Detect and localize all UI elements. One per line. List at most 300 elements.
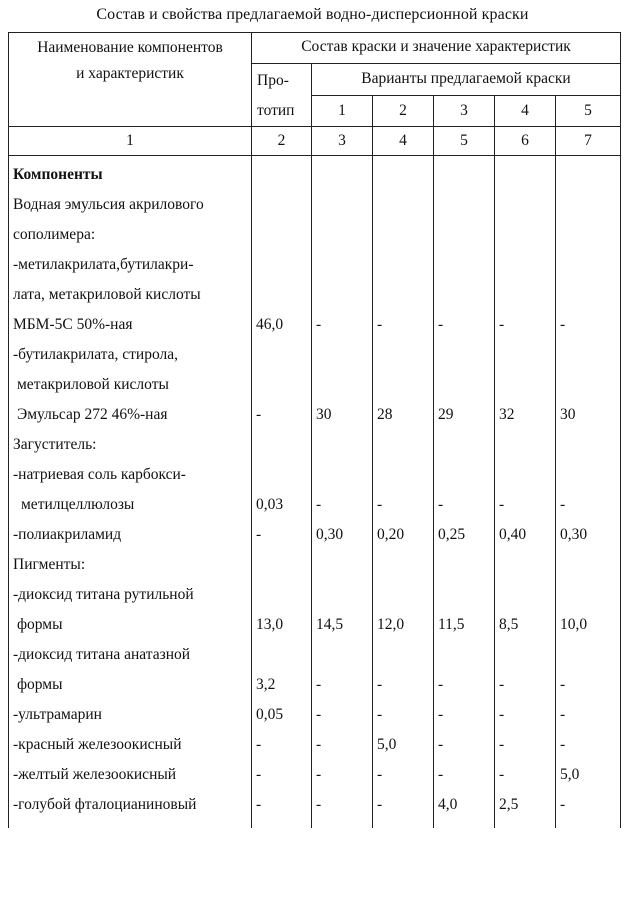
variant-5-value-cell <box>556 190 621 220</box>
cell-value: 46,0 <box>256 316 284 333</box>
variant-5-value-cell <box>556 760 621 790</box>
table-row <box>9 430 621 460</box>
variant-1-value-cell <box>312 310 373 340</box>
composition-table <box>8 32 621 828</box>
cell-value: 30 <box>560 406 576 423</box>
component-name-cell <box>9 340 252 370</box>
cell-value: - <box>316 766 322 783</box>
table-row <box>9 610 621 640</box>
cell-value <box>438 250 494 280</box>
variant-3-value-cell <box>434 670 495 700</box>
variant-2-value-cell <box>373 670 434 700</box>
variant-3-value-cell <box>434 760 495 790</box>
variant-2-value-cell <box>373 156 434 191</box>
header-name-line1: Наименование компонентов <box>37 39 223 56</box>
component-name: -диоксид титана рутильной <box>13 586 194 603</box>
table-row <box>9 580 621 610</box>
cell-value: - <box>377 496 383 513</box>
cell-value <box>316 430 372 460</box>
cell-value: 0,30 <box>560 526 588 543</box>
variant-4-value-cell <box>495 156 556 191</box>
component-name: метакриловой кислоты <box>17 376 169 393</box>
cell-value <box>499 250 555 280</box>
component-name: формы <box>17 676 63 693</box>
variant-2-value-cell <box>373 400 434 430</box>
column-number: 6 <box>495 127 556 156</box>
variant-1-value-cell <box>312 550 373 580</box>
variant-4-value-cell <box>495 400 556 430</box>
variant-3-value-cell <box>434 700 495 730</box>
table-body <box>9 156 621 829</box>
prototype-value-cell <box>252 640 312 670</box>
variant-1-value-cell <box>312 370 373 400</box>
variant-3-value-cell <box>434 400 495 430</box>
cell-value: 14,5 <box>316 616 344 633</box>
cell-value: - <box>499 736 505 753</box>
cell-value <box>377 280 433 310</box>
variant-5-value-cell <box>556 550 621 580</box>
cell-value: 8,5 <box>499 616 519 633</box>
variant-1-value-cell <box>312 490 373 520</box>
cell-value <box>499 460 555 490</box>
cell-value <box>499 370 555 400</box>
cell-value: - <box>499 706 505 723</box>
component-name: -бутилакрилата, стирола, <box>13 346 179 363</box>
variant-4-value-cell <box>495 280 556 310</box>
component-name: лата, метакриловой кислоты <box>13 286 201 303</box>
cell-value <box>316 340 372 370</box>
cell-value: - <box>316 496 322 513</box>
cell-value <box>438 550 494 580</box>
variant-1-value-cell <box>312 670 373 700</box>
table-row <box>9 700 621 730</box>
cell-value <box>499 430 555 460</box>
component-name-cell <box>9 490 252 520</box>
variant-3-value-cell <box>434 430 495 460</box>
cell-value <box>377 550 433 580</box>
cell-value: 0,20 <box>377 526 405 543</box>
cell-value <box>438 280 494 310</box>
cell-value <box>316 550 372 580</box>
column-number: 1 <box>9 127 252 156</box>
variant-2-value-cell <box>373 730 434 760</box>
header-variants-cell: Варианты предлагаемой краски <box>312 64 621 96</box>
header-group-cell: Состав краски и значение характеристик <box>252 33 621 64</box>
variant-3-value-cell <box>434 250 495 280</box>
component-name: -метилакрилата,бутилакри- <box>13 256 194 273</box>
variant-1-value-cell <box>312 190 373 220</box>
variant-2-value-cell <box>373 490 434 520</box>
cell-value <box>256 190 311 220</box>
cell-value: - <box>438 766 444 783</box>
cell-value <box>316 640 372 670</box>
cell-value <box>256 160 311 190</box>
variant-1-value-cell <box>312 280 373 310</box>
cell-value: 10,0 <box>560 616 588 633</box>
variant-5-value-cell <box>556 460 621 490</box>
variant-4-value-cell <box>495 220 556 250</box>
variant-4-value-cell <box>495 640 556 670</box>
variant-2-value-cell <box>373 340 434 370</box>
variant-3-value-cell <box>434 520 495 550</box>
prototype-value-cell <box>252 550 312 580</box>
column-number-row <box>9 127 621 156</box>
prototype-value-cell <box>252 400 312 430</box>
component-name-cell <box>9 400 252 430</box>
variant-5-value-cell <box>556 790 621 828</box>
variant-3-value-cell <box>434 790 495 828</box>
cell-value <box>560 220 620 250</box>
variant-5-value-cell <box>556 400 621 430</box>
prototype-value-cell <box>252 790 312 828</box>
cell-value: - <box>499 496 505 513</box>
cell-value <box>316 220 372 250</box>
component-name-cell <box>9 640 252 670</box>
prototype-value-cell <box>252 700 312 730</box>
variant-2-value-cell <box>373 310 434 340</box>
cell-value: - <box>560 736 566 753</box>
cell-value <box>438 190 494 220</box>
table-row <box>9 790 621 828</box>
cell-value <box>316 160 372 190</box>
cell-value: - <box>377 766 383 783</box>
prototype-value-cell <box>252 760 312 790</box>
cell-value: 0,40 <box>499 526 527 543</box>
cell-value <box>377 160 433 190</box>
component-name-cell <box>9 280 252 310</box>
cell-value: 12,0 <box>377 616 405 633</box>
variant-4-value-cell <box>495 340 556 370</box>
cell-value <box>256 580 311 610</box>
table-row <box>9 370 621 400</box>
cell-value <box>256 460 311 490</box>
cell-value: 2,5 <box>499 796 519 813</box>
cell-value <box>377 640 433 670</box>
variant-2-value-cell <box>373 520 434 550</box>
variant-2-value-cell <box>373 640 434 670</box>
variant-1-value-cell <box>312 640 373 670</box>
component-name-cell <box>9 610 252 640</box>
cell-value <box>560 160 620 190</box>
variant-2-value-cell <box>373 190 434 220</box>
component-name-cell <box>9 580 252 610</box>
cell-value <box>377 370 433 400</box>
component-name: МБМ-5С 50%-ная <box>13 316 133 333</box>
cell-value <box>438 640 494 670</box>
cell-value <box>438 220 494 250</box>
cell-value: 32 <box>499 406 515 423</box>
variant-1-value-cell <box>312 400 373 430</box>
table-row <box>9 310 621 340</box>
component-name: Эмульсар 272 46%-ная <box>17 406 168 423</box>
cell-value: - <box>560 706 566 723</box>
table-row <box>9 550 621 580</box>
variant-5-value-cell <box>556 490 621 520</box>
table-row <box>9 460 621 490</box>
variant-3-value-cell <box>434 156 495 191</box>
cell-value <box>377 220 433 250</box>
cell-value <box>316 460 372 490</box>
prototype-value-cell <box>252 310 312 340</box>
component-name-cell <box>9 670 252 700</box>
cell-value: 0,03 <box>256 496 284 513</box>
variant-4-value-cell <box>495 760 556 790</box>
cell-value <box>316 580 372 610</box>
cell-value: - <box>377 796 383 813</box>
cell-value <box>560 580 620 610</box>
table-row <box>9 640 621 670</box>
component-name: -натриевая соль карбокси- <box>13 466 186 483</box>
table-row <box>9 670 621 700</box>
variant-5-value-cell <box>556 580 621 610</box>
cell-value <box>438 580 494 610</box>
variant-2-value-cell <box>373 610 434 640</box>
header-name-line2: и характеристик <box>76 65 184 82</box>
cell-value: 0,25 <box>438 526 466 543</box>
component-name-cell <box>9 550 252 580</box>
variant-3-value-cell <box>434 610 495 640</box>
prototype-value-cell <box>252 730 312 760</box>
cell-value: - <box>438 736 444 753</box>
variant-4-value-cell <box>495 550 556 580</box>
variant-3-value-cell <box>434 310 495 340</box>
variant-1-value-cell <box>312 700 373 730</box>
cell-value: - <box>499 676 505 693</box>
cell-value: 4,0 <box>438 796 458 813</box>
variant-2-value-cell <box>373 220 434 250</box>
variant-1-value-cell <box>312 790 373 828</box>
column-number: 7 <box>556 127 621 156</box>
cell-value <box>499 550 555 580</box>
variant-5-value-cell <box>556 640 621 670</box>
cell-value <box>316 370 372 400</box>
variant-2-value-cell <box>373 700 434 730</box>
component-name: Загуститель: <box>13 436 97 453</box>
cell-value: - <box>438 706 444 723</box>
prototype-value-cell <box>252 190 312 220</box>
variant-3-value-cell <box>434 460 495 490</box>
variant-5-value-cell <box>556 340 621 370</box>
prototype-value-cell <box>252 430 312 460</box>
variant-1-value-cell <box>312 520 373 550</box>
variant-5-value-cell <box>556 250 621 280</box>
component-name: Водная эмульсия акрилового <box>13 196 204 213</box>
variant-2-value-cell <box>373 790 434 828</box>
cell-value: - <box>499 316 505 333</box>
variant-5-value-cell <box>556 520 621 550</box>
variant-4-value-cell <box>495 700 556 730</box>
variant-3-value-cell <box>434 730 495 760</box>
cell-value <box>560 340 620 370</box>
cell-value: - <box>499 766 505 783</box>
cell-value <box>316 250 372 280</box>
cell-value <box>560 370 620 400</box>
cell-value: - <box>560 496 566 513</box>
cell-value <box>499 160 555 190</box>
cell-value: 28 <box>377 406 393 423</box>
variant-2-value-cell <box>373 280 434 310</box>
table-row <box>9 190 621 220</box>
cell-value <box>560 460 620 490</box>
variant-2-value-cell <box>373 430 434 460</box>
cell-value <box>256 640 311 670</box>
variant-4-value-cell <box>495 520 556 550</box>
variant-5-value-cell <box>556 670 621 700</box>
cell-value: - <box>438 676 444 693</box>
cell-value: - <box>256 766 262 783</box>
component-name: сополимера: <box>13 226 96 243</box>
cell-value: 3,2 <box>256 676 276 693</box>
cell-value <box>560 640 620 670</box>
component-name-cell <box>9 730 252 760</box>
component-name: Пигменты: <box>13 556 86 573</box>
prototype-value-cell <box>252 340 312 370</box>
cell-value <box>499 340 555 370</box>
component-name-cell <box>9 220 252 250</box>
prototype-value-cell <box>252 460 312 490</box>
variant-4-value-cell <box>495 250 556 280</box>
component-name: метилцеллюлозы <box>21 496 135 513</box>
component-name: -полиакриламид <box>13 526 122 543</box>
variant-4-value-cell <box>495 670 556 700</box>
variant-4-value-cell <box>495 790 556 828</box>
cell-value <box>560 190 620 220</box>
prototype-value-cell <box>252 370 312 400</box>
cell-value <box>256 370 311 400</box>
cell-value: - <box>256 796 262 813</box>
cell-value: 5,0 <box>377 736 397 753</box>
cell-value <box>377 460 433 490</box>
table-row <box>9 730 621 760</box>
component-name-cell <box>9 520 252 550</box>
variant-5-value-cell <box>556 700 621 730</box>
cell-value <box>438 340 494 370</box>
cell-value: - <box>316 676 322 693</box>
cell-value: - <box>377 676 383 693</box>
table-row <box>9 400 621 430</box>
cell-value <box>560 280 620 310</box>
table-row <box>9 280 621 310</box>
variant-4-value-cell <box>495 490 556 520</box>
header-proto-line2: тотип <box>257 102 295 119</box>
component-name: -ультрамарин <box>13 706 102 723</box>
component-name-cell <box>9 370 252 400</box>
cell-value: 11,5 <box>438 616 465 633</box>
cell-value: - <box>256 406 262 423</box>
variant-3-value-cell <box>434 550 495 580</box>
variant-3-value-cell <box>434 220 495 250</box>
column-number: 3 <box>312 127 373 156</box>
component-name-cell <box>9 310 252 340</box>
cell-value: 29 <box>438 406 454 423</box>
cell-value <box>438 430 494 460</box>
cell-value <box>256 340 311 370</box>
cell-value <box>499 280 555 310</box>
cell-value: - <box>560 796 566 813</box>
variant-3-value-cell <box>434 190 495 220</box>
variant-1-value-cell <box>312 580 373 610</box>
variant-2-value-cell <box>373 460 434 490</box>
variant-3-value-cell <box>434 490 495 520</box>
variant-number: 2 <box>373 95 434 127</box>
column-number: 5 <box>434 127 495 156</box>
component-name-cell <box>9 190 252 220</box>
component-name: -диоксид титана анатазной <box>13 646 191 663</box>
cell-value: 0,05 <box>256 706 284 723</box>
variant-1-value-cell <box>312 156 373 191</box>
header-proto-line1: Про- <box>257 72 289 89</box>
component-name: -желтый железоокисный <box>13 766 177 783</box>
cell-value: - <box>438 496 444 513</box>
component-name: -голубой фталоцианиновый <box>13 796 197 813</box>
cell-value <box>377 580 433 610</box>
variant-3-value-cell <box>434 370 495 400</box>
variant-2-value-cell <box>373 580 434 610</box>
cell-value: - <box>316 796 322 813</box>
variant-4-value-cell <box>495 430 556 460</box>
cell-value <box>560 430 620 460</box>
variant-5-value-cell <box>556 610 621 640</box>
variant-2-value-cell <box>373 760 434 790</box>
variant-3-value-cell <box>434 640 495 670</box>
variant-4-value-cell <box>495 190 556 220</box>
cell-value: 5,0 <box>560 766 580 783</box>
cell-value <box>256 280 311 310</box>
cell-value <box>377 250 433 280</box>
variant-2-value-cell <box>373 250 434 280</box>
variant-number: 1 <box>312 95 373 127</box>
variant-4-value-cell <box>495 730 556 760</box>
cell-value: - <box>560 316 566 333</box>
header-prototype-cell <box>252 64 312 127</box>
prototype-value-cell <box>252 520 312 550</box>
cell-value: - <box>438 316 444 333</box>
table-row <box>9 340 621 370</box>
prototype-value-cell <box>252 280 312 310</box>
table-row <box>9 490 621 520</box>
component-name-cell <box>9 156 252 191</box>
variant-4-value-cell <box>495 310 556 340</box>
cell-value <box>499 580 555 610</box>
variant-3-value-cell <box>434 280 495 310</box>
variant-5-value-cell <box>556 220 621 250</box>
cell-value: 30 <box>316 406 332 423</box>
component-name: -красный железоокисный <box>13 736 182 753</box>
cell-value: - <box>256 526 262 543</box>
prototype-value-cell <box>252 670 312 700</box>
header-name-cell <box>9 33 252 127</box>
variant-4-value-cell <box>495 610 556 640</box>
prototype-value-cell <box>252 220 312 250</box>
cell-value <box>377 190 433 220</box>
variant-1-value-cell <box>312 730 373 760</box>
prototype-value-cell <box>252 250 312 280</box>
variant-number: 3 <box>434 95 495 127</box>
variant-3-value-cell <box>434 340 495 370</box>
variant-2-value-cell <box>373 550 434 580</box>
cell-value <box>438 460 494 490</box>
variant-1-value-cell <box>312 760 373 790</box>
component-name-cell <box>9 460 252 490</box>
cell-value: - <box>377 316 383 333</box>
component-name-cell <box>9 430 252 460</box>
cell-value: - <box>377 706 383 723</box>
cell-value: - <box>560 676 566 693</box>
prototype-value-cell <box>252 580 312 610</box>
variant-1-value-cell <box>312 220 373 250</box>
cell-value <box>316 190 372 220</box>
variant-2-value-cell <box>373 370 434 400</box>
